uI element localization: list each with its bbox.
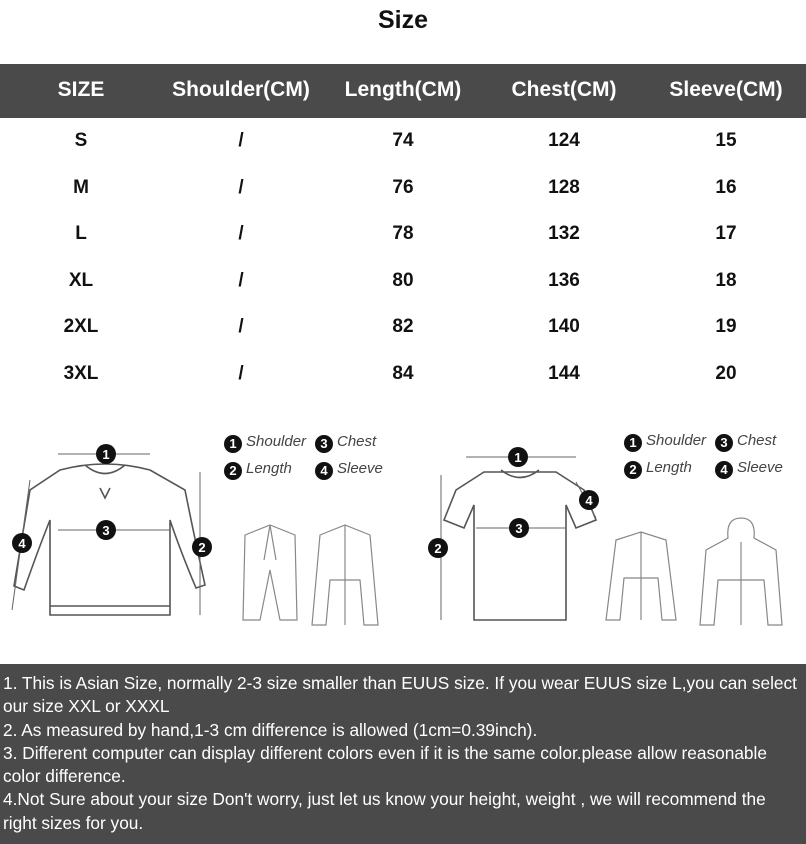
legend-item: 2 Length [224, 460, 292, 480]
size-table-header [0, 64, 806, 118]
header-size: SIZE [57, 78, 105, 101]
cell-shoulder: / [238, 363, 244, 384]
svg-text:4: 4 [585, 493, 593, 508]
table-row [0, 211, 806, 257]
cell-shoulder: / [238, 130, 244, 151]
note-1: 1. This is Asian Size, normally 2-3 size smaller than EUUS size. If you wear EUUS size L,you can select our size XXL or XXXL [3, 673, 797, 717]
cell-size: M [73, 177, 89, 198]
marker-2 [192, 537, 212, 557]
blazer-icon [243, 525, 297, 620]
cell-sleeve: 20 [715, 363, 737, 384]
cell-size: S [74, 130, 88, 151]
hoodie-icon [700, 518, 782, 625]
cell-sleeve: 15 [715, 130, 737, 151]
shirt-icon [606, 532, 676, 620]
jacket-icon [312, 525, 378, 625]
cell-length: 84 [392, 363, 414, 384]
cell-shoulder: / [238, 270, 244, 291]
cell-sleeve: 16 [715, 177, 737, 198]
cell-length: 80 [392, 270, 414, 291]
header-sleeve: Sleeve(CM) [669, 78, 783, 101]
cell-length: 82 [392, 316, 414, 337]
cell-size: XL [68, 270, 94, 291]
table-row [0, 165, 806, 211]
marker-2 [428, 538, 448, 558]
header-chest: Chest(CM) [511, 78, 617, 101]
svg-text:1: 1 [102, 447, 110, 462]
cell-length: 76 [392, 177, 414, 198]
cell-size: 3XL [63, 363, 99, 384]
legend-item: 2 Length [624, 459, 692, 479]
cell-chest: 144 [548, 363, 580, 384]
legend-left [224, 433, 404, 483]
cell-sleeve: 17 [715, 223, 737, 244]
table-row [0, 304, 806, 350]
svg-text:2: 2 [198, 540, 206, 555]
note-3: 3. Different computer can display different colors even if it is the same color.please allow reasonable color difference. [3, 742, 767, 787]
cell-chest: 136 [548, 270, 580, 291]
svg-text:2: 2 [434, 541, 442, 556]
legend-item: 4 Sleeve [315, 460, 383, 480]
cell-length: 74 [392, 130, 414, 151]
cell-chest: 140 [548, 316, 580, 337]
cell-length: 78 [392, 223, 414, 244]
marker-1 [508, 447, 528, 467]
marker-4 [12, 533, 32, 553]
svg-text:3: 3 [515, 521, 523, 536]
table-row [0, 258, 806, 304]
cell-chest: 132 [548, 223, 580, 244]
cell-chest: 124 [548, 130, 580, 151]
legend-item: 1 Shoulder [224, 433, 306, 453]
legend-item: 3 Chest [315, 433, 376, 453]
legend-item: 4 Sleeve [715, 459, 783, 479]
marker-1 [96, 444, 116, 464]
svg-text:4: 4 [18, 536, 26, 551]
svg-text:3: 3 [102, 523, 110, 538]
table-row [0, 351, 806, 397]
cell-shoulder: / [238, 223, 244, 244]
note-2: 2. As measured by hand,1-3 cm difference is allowed (1cm=0.39inch). [3, 719, 538, 740]
header-shoulder: Shoulder(CM) [172, 78, 310, 101]
header-length: Length(CM) [344, 78, 462, 101]
marker-4 [579, 490, 599, 510]
cell-size: L [75, 223, 87, 244]
marker-3 [96, 520, 116, 540]
cell-shoulder: / [238, 177, 244, 198]
cell-shoulder: / [238, 316, 244, 337]
table-row [0, 118, 806, 164]
cell-sleeve: 19 [715, 316, 737, 337]
legend-item: 1 Shoulder [624, 432, 706, 452]
cell-sleeve: 18 [715, 270, 737, 291]
legend-item: 3 Chest [715, 432, 776, 452]
size-notes [0, 664, 806, 844]
svg-text:1: 1 [514, 450, 522, 465]
cell-size: 2XL [63, 316, 99, 337]
note-4: 4.Not Sure about your size Don't worry, just let us know your height, weight , we will recommend the right sizes for you. [3, 789, 766, 833]
marker-3 [509, 518, 529, 538]
cell-chest: 128 [548, 177, 580, 198]
page-title: Size [377, 6, 429, 34]
legend-right [624, 432, 804, 482]
